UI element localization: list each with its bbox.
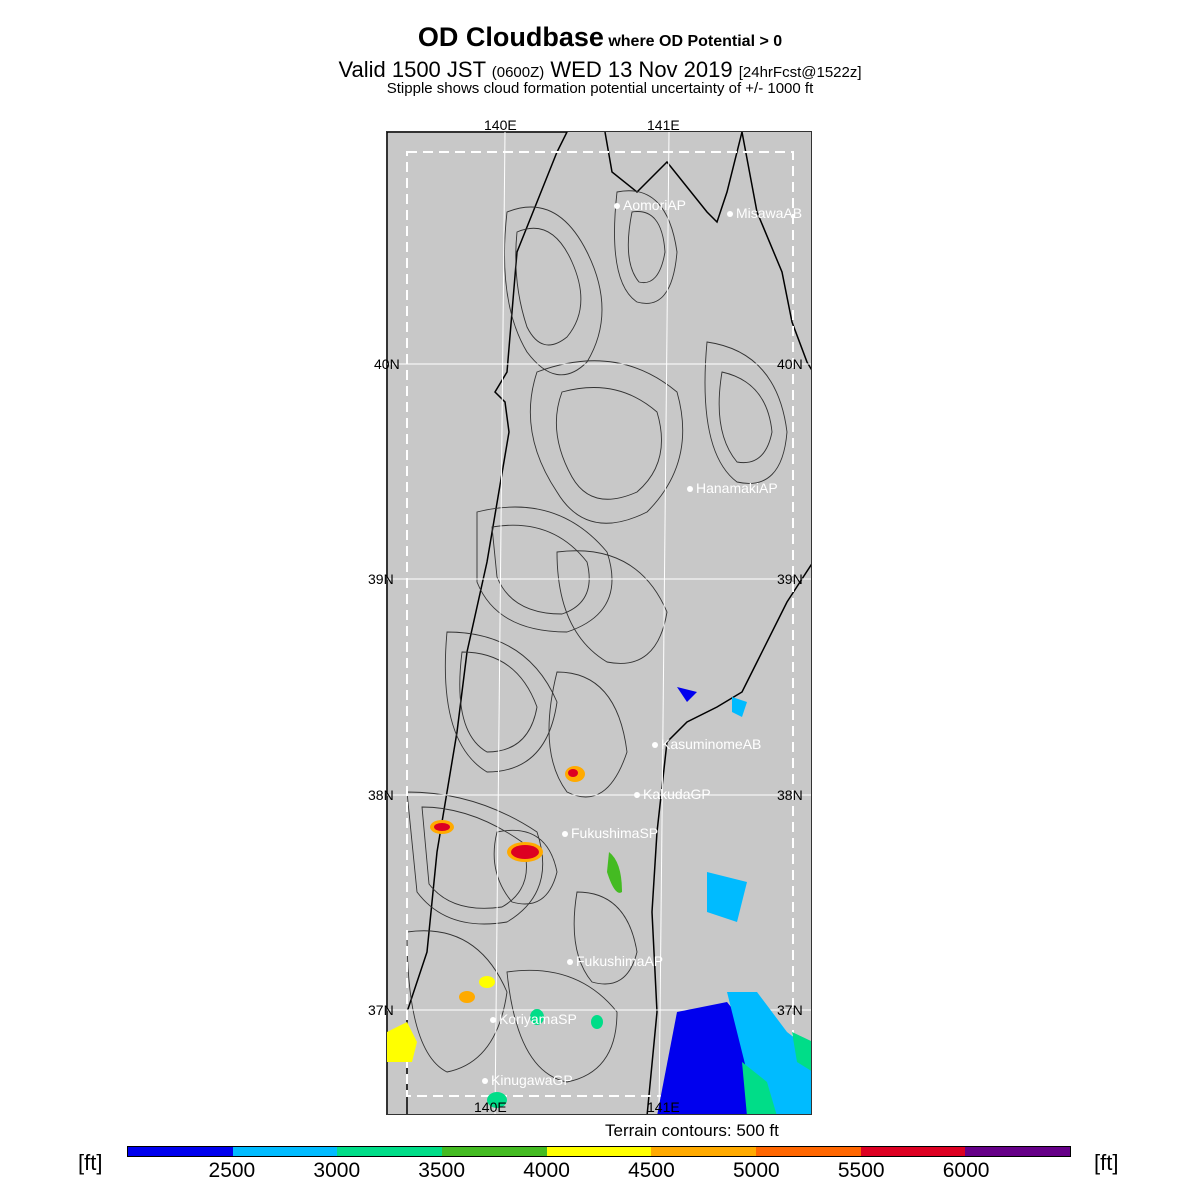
- stipple-note: Stipple shows cloud formation potential uncertainty of +/- 1000 ft: [386, 80, 814, 97]
- valid-fcst: [24hrFcst@1522z]: [738, 64, 862, 81]
- station-dot-icon: [562, 831, 568, 837]
- title-main: OD Cloudbase: [417, 22, 604, 52]
- colorbar-segment-1: [233, 1147, 338, 1156]
- lat-right-40: 40N: [777, 356, 803, 372]
- colorbar-segment-0: [128, 1147, 233, 1156]
- colorbar-segment-5: [651, 1147, 756, 1156]
- colorbar-tick-3000: 3000: [313, 1159, 361, 1182]
- lon-top-141: 141E: [647, 117, 680, 133]
- station-dot-icon: [652, 742, 658, 748]
- lat-left-38: 38N: [368, 787, 394, 803]
- station-misawa[interactable]: MisawaAB: [727, 205, 802, 221]
- valid-a: Valid 1500 JST: [338, 57, 486, 82]
- station-dot-icon: [567, 959, 573, 965]
- west-coastline: [387, 132, 567, 1115]
- station-dot-icon: [490, 1017, 496, 1023]
- east-coastline: [742, 132, 812, 372]
- lon-bottom-140: 140E: [474, 1099, 507, 1115]
- terrain-note: Terrain contours: 500 ft: [605, 1121, 779, 1140]
- colorbar-tick-6000: 6000: [942, 1159, 990, 1182]
- lat-left-39: 39N: [368, 571, 394, 587]
- colorbar-segment-3: [442, 1147, 547, 1156]
- colorbar-segment-8: [965, 1147, 1070, 1156]
- colorbar-segment-6: [756, 1147, 861, 1156]
- station-kasuminome[interactable]: KasuminomeAB: [652, 736, 761, 752]
- colorbar: [127, 1146, 1071, 1157]
- colorbar-segment-4: [547, 1147, 652, 1156]
- lat-right-37: 37N: [777, 1002, 803, 1018]
- station-dot-icon: [482, 1078, 488, 1084]
- station-dot-icon: [687, 486, 693, 492]
- lat-right-38: 38N: [777, 787, 803, 803]
- station-aomori[interactable]: AomoriAP: [614, 197, 686, 213]
- lon-bottom-141: 141E: [647, 1099, 680, 1115]
- lat-left-37: 37N: [368, 1002, 394, 1018]
- station-dot-icon: [727, 211, 733, 217]
- station-fukushima-sp[interactable]: FukushimaSP: [562, 825, 658, 841]
- colorbar-segment-2: [337, 1147, 442, 1156]
- station-koriyama[interactable]: KoriyamaSP: [490, 1011, 577, 1027]
- valid-b: WED 13 Nov 2019: [550, 57, 733, 82]
- colorbar-unit-left: [ft]: [78, 1150, 103, 1175]
- colorbar-tick-3500: 3500: [418, 1159, 466, 1182]
- lat-left-40: 40N: [374, 356, 400, 372]
- station-dot-icon: [614, 203, 620, 209]
- chart-title: [0, 22, 1200, 53]
- station-hanamaki[interactable]: HanamakiAP: [687, 480, 778, 496]
- station-dot-icon: [634, 792, 640, 798]
- station-kakuda[interactable]: KakudaGP: [634, 786, 711, 802]
- colorbar-tick-4500: 4500: [628, 1159, 675, 1182]
- title-main-suffix: where OD Potential > 0: [608, 33, 783, 50]
- colorbar-unit-right: [ft]: [1094, 1150, 1119, 1175]
- colorbar-tick-4000: 4000: [523, 1159, 570, 1182]
- colorbar-tick-5500: 5500: [837, 1159, 885, 1182]
- lat-right-39: 39N: [777, 571, 803, 587]
- station-kinugawa[interactable]: KinugawaGP: [482, 1072, 573, 1088]
- colorbar-tick-5000: 5000: [732, 1159, 780, 1182]
- valid-z: (0600Z): [491, 64, 545, 81]
- station-fukushima-ap[interactable]: FukushimaAP: [567, 953, 663, 969]
- lon-top-140: 140E: [484, 117, 517, 133]
- colorbar-tick-2500: 2500: [208, 1159, 256, 1182]
- colorbar-segment-7: [861, 1147, 966, 1156]
